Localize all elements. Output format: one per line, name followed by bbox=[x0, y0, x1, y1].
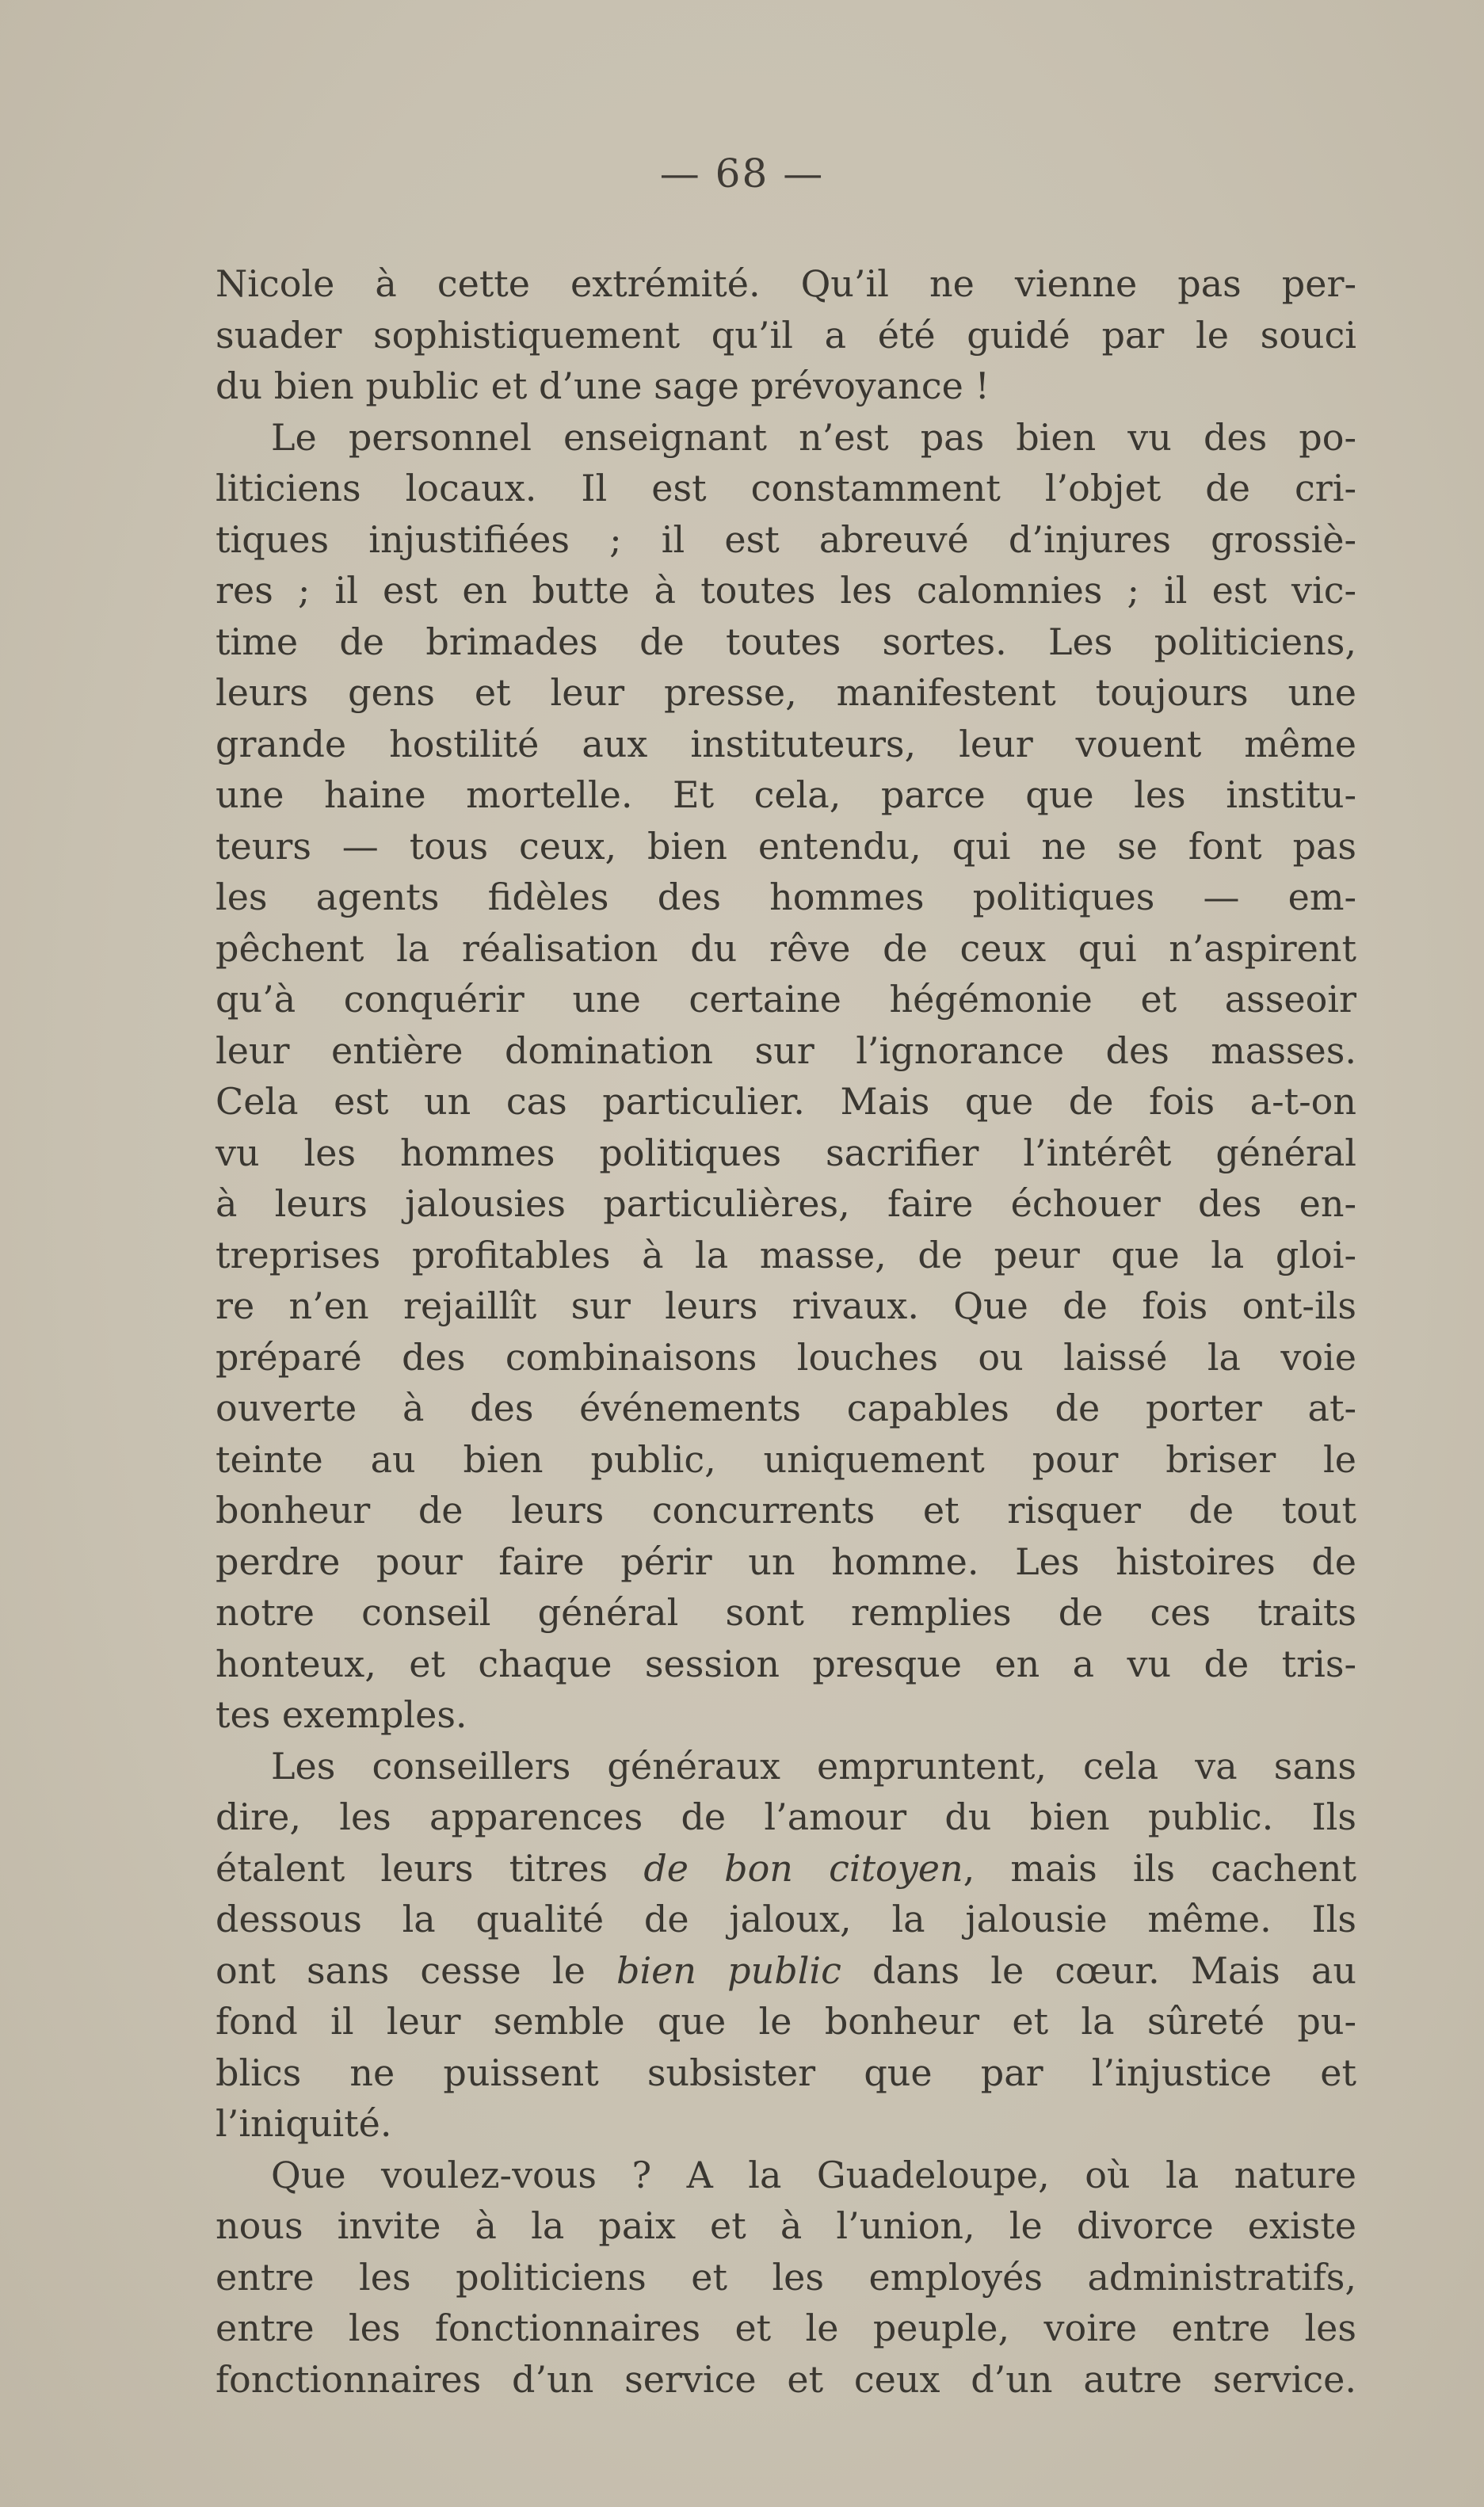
text-line: leurs gens et leur presse, manifestent toujours une bbox=[216, 671, 1356, 714]
text-line: pêchent la réalisation du rêve de ceux qui n’aspirent bbox=[216, 926, 1356, 970]
text-line: à leurs jalousies particulières, faire échouer des en- bbox=[216, 1182, 1356, 1225]
text-line bbox=[216, 1843, 1356, 1895]
text-line bbox=[216, 1945, 1356, 1997]
text-line: teurs — tous ceux, bien entendu, qui ne se font pas bbox=[216, 824, 1356, 868]
text-line: Cela est un cas particulier. Mais que de fois a-t-on bbox=[216, 1080, 1356, 1123]
text-line: leur entière domination sur l’ignorance des masses. bbox=[216, 1028, 1356, 1072]
text-line: dire, les apparences de l’amour du bien public. Ils bbox=[216, 1795, 1356, 1838]
text-line: notre conseil général sont remplies de ces traits bbox=[216, 1591, 1356, 1634]
page-number: — 68 — bbox=[659, 151, 825, 197]
text-line: entre les fonctionnaires et le peuple, voire entre les bbox=[216, 2307, 1356, 2349]
text-line: du bien public et d’une sage prévoyance ! bbox=[216, 364, 990, 407]
text-line: Que voulez-vous ? A la Guadeloupe, où la nature bbox=[271, 2153, 1356, 2196]
text-line: grande hostilité aux instituteurs, leur vouent même bbox=[216, 722, 1356, 765]
text-line: perdre pour faire périr un homme. Les histoires de bbox=[216, 1540, 1356, 1583]
text-line: suader sophistiquement qu’il a été guidé par le souci bbox=[216, 313, 1356, 357]
text-line: nous invite à la paix et à l’union, le divorce existe bbox=[216, 2204, 1356, 2247]
text-line: teinte au bien public, uniquement pour briser le bbox=[216, 1437, 1356, 1481]
text-fragment: dans le cœur. Mais au bbox=[841, 1948, 1356, 1992]
text-line: honteux, et chaque session presque en a vu de tris- bbox=[216, 1642, 1356, 1685]
text-line: fond il leur semble que le bonheur et la sûreté pu- bbox=[216, 2000, 1356, 2043]
italic-phrase: de bon citoyen bbox=[643, 1846, 963, 1890]
text-line: Les conseillers généraux empruntent, cela va sans bbox=[271, 1744, 1356, 1788]
text-fragment: ont sans cesse le bbox=[216, 1948, 617, 1992]
text-line: res ; il est en butte à toutes les calomnies ; il est vic- bbox=[216, 569, 1356, 612]
text-line: time de brimades de toutes sortes. Les politiciens, bbox=[216, 620, 1356, 663]
text-line: Le personnel enseignant n’est pas bien vu des po- bbox=[271, 415, 1356, 459]
italic-phrase: bien public bbox=[616, 1948, 841, 1992]
text-line: bonheur de leurs concurrents et risquer de tout bbox=[216, 1489, 1356, 1532]
text-line: une haine mortelle. Et cela, parce que les institu- bbox=[216, 773, 1356, 816]
text-line: entre les politiciens et les employés administratifs, bbox=[216, 2255, 1356, 2299]
text-line: liticiens locaux. Il est constamment l’objet de cri- bbox=[216, 467, 1356, 509]
text-line: ouverte à des événements capables de porter at- bbox=[216, 1387, 1356, 1429]
text-line: vu les hommes politiques sacrifier l’intérêt général bbox=[216, 1131, 1356, 1174]
text-line: qu’à conquérir une certaine hégémonie et asseoir bbox=[216, 978, 1356, 1021]
text-line: Nicole à cette extrémité. Qu’il ne vienne pas per- bbox=[216, 262, 1356, 305]
text-line: tiques injustifiées ; il est abreuvé d’injures grossiè- bbox=[216, 517, 1356, 561]
text-line: préparé des combinaisons louches ou laissé la voie bbox=[216, 1335, 1356, 1379]
text-line: les agents fidèles des hommes politiques — em- bbox=[216, 876, 1356, 918]
text-line: dessous la qualité de jaloux, la jalousie même. Ils bbox=[216, 1898, 1356, 1940]
text-line: tes exemples. bbox=[216, 1693, 467, 1736]
text-line: treprises profitables à la masse, de peur que la gloi- bbox=[216, 1233, 1356, 1276]
text-line: re n’en rejaillît sur leurs rivaux. Que de fois ont-ils bbox=[216, 1284, 1356, 1327]
body-text bbox=[216, 258, 1356, 2405]
text-fragment: , mais ils cachent bbox=[963, 1846, 1357, 1890]
text-line: fonctionnaires d’un service et ceux d’un autre service. bbox=[216, 2357, 1356, 2401]
text-line: blics ne puissent subsister que par l’injustice et bbox=[216, 2051, 1356, 2094]
text-fragment: étalent leurs titres bbox=[216, 1846, 644, 1890]
text-line: l’iniquité. bbox=[216, 2102, 392, 2145]
